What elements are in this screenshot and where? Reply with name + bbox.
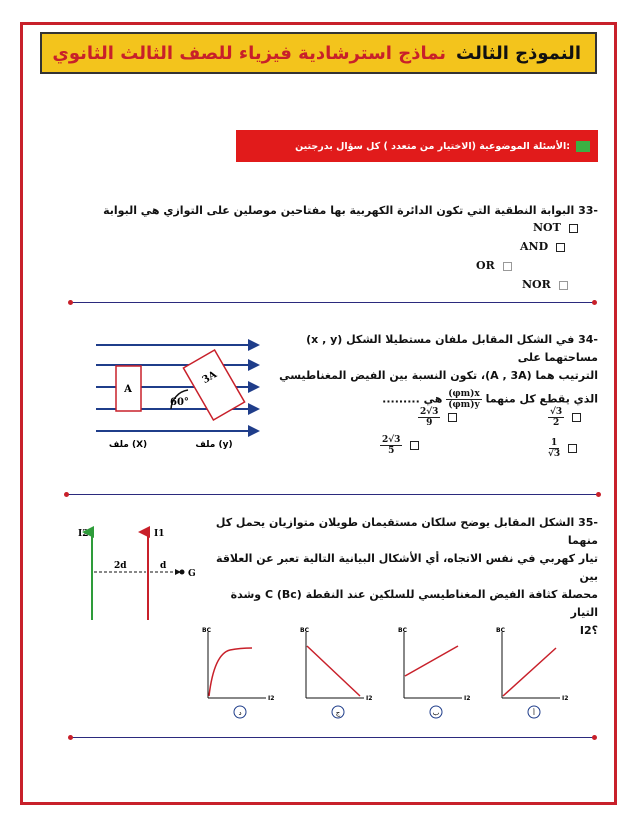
q34-option-c-den: √3 xyxy=(548,449,561,459)
q34-option-c-num: 1 xyxy=(550,438,558,448)
coil-x-caption: ملف (X) xyxy=(108,440,148,450)
q34-line3: الذي يقطع كل منهما xyxy=(485,392,598,406)
graph-y-label: BC xyxy=(496,627,505,634)
q34-figure xyxy=(92,335,272,455)
checkbox-icon[interactable] xyxy=(556,243,565,252)
q34-option-a[interactable] xyxy=(548,407,581,428)
question-33 xyxy=(78,202,598,220)
dim-2d-label: 2d xyxy=(114,561,127,571)
q33-option-1[interactable] xyxy=(533,221,578,234)
checkbox-icon[interactable] xyxy=(569,224,578,233)
graph-label-c: ج xyxy=(335,709,341,717)
graph-x-label: I2 xyxy=(366,695,373,702)
q33-option-4-label: NOR xyxy=(522,278,551,291)
q34-option-a-den: 2 xyxy=(552,418,560,428)
graph-y-label: BC xyxy=(300,627,309,634)
divider-dot xyxy=(592,300,597,305)
wire-i1-label: I1 xyxy=(154,529,165,539)
q34-option-d-frac xyxy=(380,435,402,456)
q34-option-a-frac xyxy=(548,407,564,428)
q34-ratio-num: (φm)x xyxy=(448,389,480,399)
wire-i2-label: I2 xyxy=(78,529,89,539)
question-35 xyxy=(208,514,598,640)
graph-y-label: BC xyxy=(202,627,211,634)
q33-option-2[interactable] xyxy=(520,240,565,253)
q34-line3-end: هي ......... xyxy=(382,392,443,406)
checkbox-icon[interactable] xyxy=(568,444,577,453)
graph-label-a: أ xyxy=(533,709,535,717)
divider xyxy=(72,737,594,738)
checkbox-icon[interactable] xyxy=(572,413,581,422)
section-header xyxy=(236,130,598,162)
q33-number: -33 xyxy=(578,204,598,217)
angle-label: 60° xyxy=(170,397,189,408)
q34-option-d-den: 5 xyxy=(388,446,395,456)
title-subject: نماذج استرشادية فيزياء للصف الثالث الثانوي xyxy=(52,42,447,64)
divider-dot xyxy=(592,735,597,740)
point-g-label: G xyxy=(188,569,196,579)
q33-option-3-label: OR xyxy=(476,259,495,272)
q33-option-2-label: AND xyxy=(520,240,549,253)
divider-dot xyxy=(64,492,69,497)
q34-option-d-num: 2√3 xyxy=(382,435,401,445)
divider xyxy=(68,494,598,495)
coil-x-label: A xyxy=(124,384,132,395)
graph-option-c[interactable] xyxy=(300,627,372,718)
q33-option-4[interactable] xyxy=(522,278,568,291)
q34-ratio-den: (φm)y xyxy=(448,400,480,410)
graph-label-d: د xyxy=(238,709,242,717)
q35-figure xyxy=(70,522,210,632)
point-g xyxy=(180,570,185,575)
divider-dot xyxy=(68,735,73,740)
q35-line4: ؟I2 xyxy=(579,624,598,637)
graph-x-label: I2 xyxy=(464,695,471,702)
q34-option-b-frac xyxy=(418,407,440,428)
q33-text: البوابة النطقية التي تكون الدائرة الكهربية بها مفتاحين موصلين على التوازي هي البوابة xyxy=(103,204,575,217)
divider xyxy=(72,302,594,303)
q34-option-b[interactable] xyxy=(418,407,457,428)
checkbox-icon[interactable] xyxy=(410,441,419,450)
coil-y-label: 3A xyxy=(200,369,219,387)
q34-option-d[interactable] xyxy=(380,435,419,456)
graph-option-a[interactable] xyxy=(496,627,568,718)
checkbox-icon[interactable] xyxy=(448,413,457,422)
coil-y-caption: ملف (y) xyxy=(195,440,233,450)
graph-x-label: I2 xyxy=(562,695,569,702)
q35-graphs xyxy=(200,624,600,724)
q34-number: -34 xyxy=(578,333,598,346)
dim-d-label: d xyxy=(160,561,167,571)
q35-line2: تيار كهربي في نفس الاتجاه، أي الأشكال البيانية التالية تعبر عن العلاقة بين xyxy=(216,552,598,583)
q34-option-a-num: √3 xyxy=(550,407,563,417)
q34-option-b-den: 9 xyxy=(426,418,433,428)
section-label: :الأسئلة الموضوعية (الاختيار من متعدد ) كل سؤال بدرجتين xyxy=(295,140,570,152)
graph-option-b[interactable] xyxy=(398,627,470,718)
page-title xyxy=(40,32,597,74)
graph-option-d[interactable] xyxy=(202,627,274,718)
graph-y-label: BC xyxy=(398,627,407,634)
q34-option-c[interactable] xyxy=(548,438,577,459)
q34-option-b-num: 2√3 xyxy=(420,407,439,417)
q33-option-1-label: NOT xyxy=(533,221,561,234)
q35-number: -35 xyxy=(578,516,598,529)
divider-dot xyxy=(596,492,601,497)
graph-label-b: ب xyxy=(432,709,440,717)
q35-line3: محصلة كثافة الفيض المغناطيسي للسلكين عند النقطة C (Bc) وشدة التيار xyxy=(230,588,598,619)
section-badge-icon xyxy=(576,141,590,152)
checkbox-icon[interactable] xyxy=(559,281,568,290)
q35-line1: الشكل المقابل يوضح سلكان مستقيمان طويلان متوازيان يحمل كل منهما xyxy=(215,516,598,547)
q34-line1: في الشكل المقابل ملفان مستطيلا الشكل (x , y) مساحتهما على xyxy=(306,333,598,364)
question-34 xyxy=(268,331,598,410)
title-model: النموذج الثالث xyxy=(456,42,581,64)
checkbox-icon[interactable] xyxy=(503,262,512,271)
q34-line2: الترتيب هما (A , 3A)، تكون النسبة بين الفيض المغناطيسي xyxy=(279,369,598,382)
q33-option-3[interactable] xyxy=(476,259,512,272)
q34-option-c-frac xyxy=(548,438,560,459)
graph-x-label: I2 xyxy=(268,695,275,702)
divider-dot xyxy=(68,300,73,305)
